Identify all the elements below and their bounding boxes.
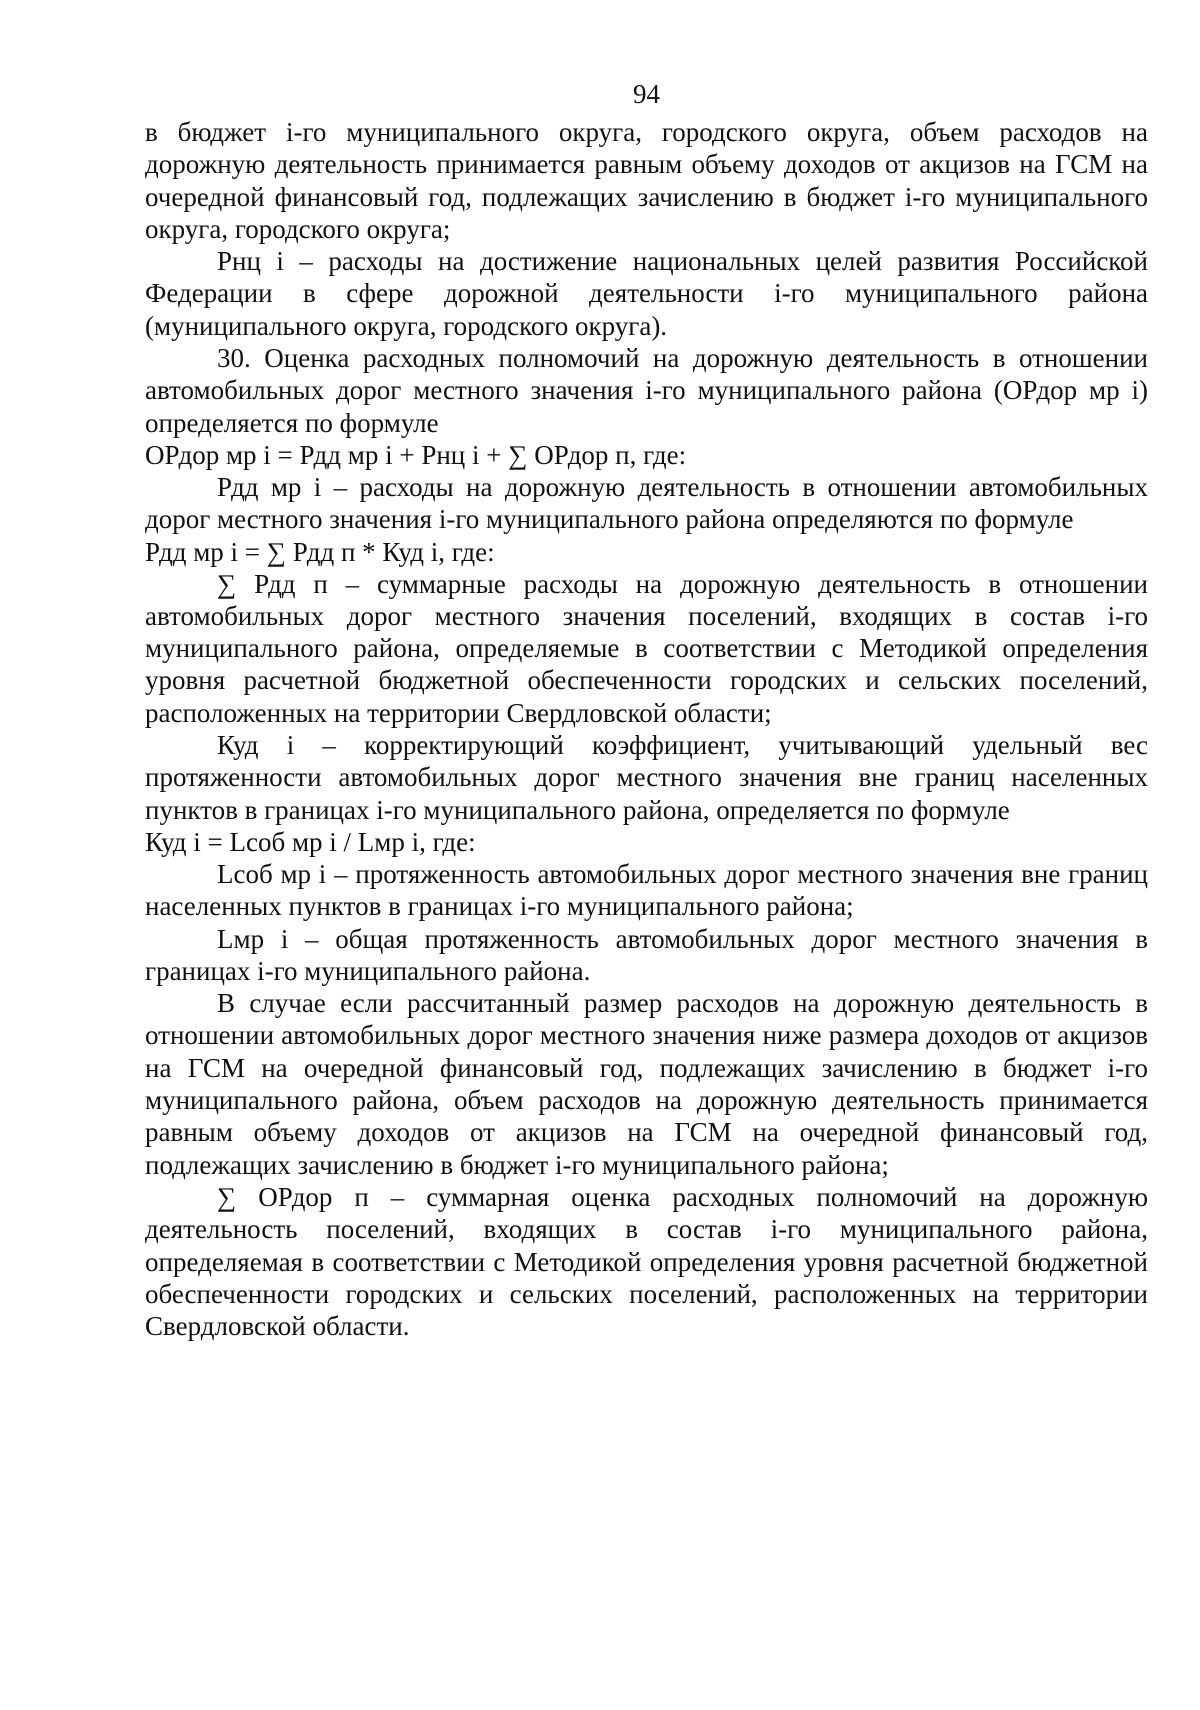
paragraph: в бюджет i-го муниципального округа, городского округа, объем расходов на дорожную деятельность принимается равным объему доходов от акцизов на ГСМ на очередной финансовый год, подлежащих зачислению в бюджет i-го муниципального округа, городского округа; <box>145 117 1148 244</box>
paragraph: Куд i – корректирующий коэффициент, учитывающий удельный вес протяженности автомобильных дорог местного значения вне границ населенных пунктов в границах i-го муниципального района, определяется по формуле <box>145 730 1148 825</box>
paragraph: ∑ ОРдор п – суммарная оценка расходных полномочий на дорожную деятельность поселений, входящих в состав i-го муниципального района, определяемая в соответствии с Методикой определения уровня расчетной бюджетной обеспеченности городских и сельских поселений, расположенных на территории Свердловской области. <box>145 1181 1148 1342</box>
page-number: 94 <box>633 79 660 109</box>
paragraph: В случае если рассчитанный размер расходов на дорожную деятельность в отношении автомобильных дорог местного значения ниже размера доходов от акцизов на ГСМ на очередной финансовый год, подлежащих зачислению в бюджет i-го муниципального района, объем расходов на дорожную деятельность принимается равным объему доходов от акцизов на ГСМ на очередной финансовый год, подлежащих зачислению в бюджет i-го муниципального района; <box>145 988 1148 1180</box>
paragraph: ∑ Рдд п – суммарные расходы на дорожную деятельность в отношении автомобильных дорог местного значения поселений, входящих в состав i-го муниципального района, определяемые в соответствии с Методикой определения уровня расчетной бюджетной обеспеченности городских и сельских поселений, расположенных на территории Свердловской области; <box>145 568 1148 728</box>
paragraph: Рнц i – расходы на достижение национальных целей развития Российской Федерации в сфере дорожной деятельности i-го муниципального района (муниципального округа, городского округа). <box>145 246 1148 341</box>
paragraph: 30. Оценка расходных полномочий на дорожную деятельность в отношении автомобильных дорог местного значения i-го муниципального района (ОРдор мр i) определяется по формуле <box>145 343 1148 438</box>
paragraph: Lсоб мр i – протяженность автомобильных дорог местного значения вне границ населенных пунктов в границах i-го муниципального района; <box>145 858 1148 922</box>
paragraphs-top <box>145 116 1148 439</box>
formula-kud: Куд i = Lсоб мр i / Lмр i, где: <box>145 826 476 857</box>
paragraph: Рдд мр i – расходы на дорожную деятельность в отношении автомобильных дорог местного значения i-го муниципального района определяются по формуле <box>145 471 1148 535</box>
paragraph: Lмр i – общая протяженность автомобильных дорог местного значения в границах i-го муниципального района. <box>145 923 1148 986</box>
paragraphs-bottom <box>145 858 1148 1342</box>
paragraphs-mid2 <box>145 568 1148 826</box>
formula-ordor-mr: ОРдор мр i = Рдд мр i + Рнц i + ∑ ОРдор п, где: <box>145 439 687 470</box>
document-page <box>145 78 1148 1342</box>
formula-rdd-mr: Рдд мр i = ∑ Рдд п * Куд i, где: <box>145 536 495 567</box>
paragraphs-mid1 <box>145 471 1148 536</box>
